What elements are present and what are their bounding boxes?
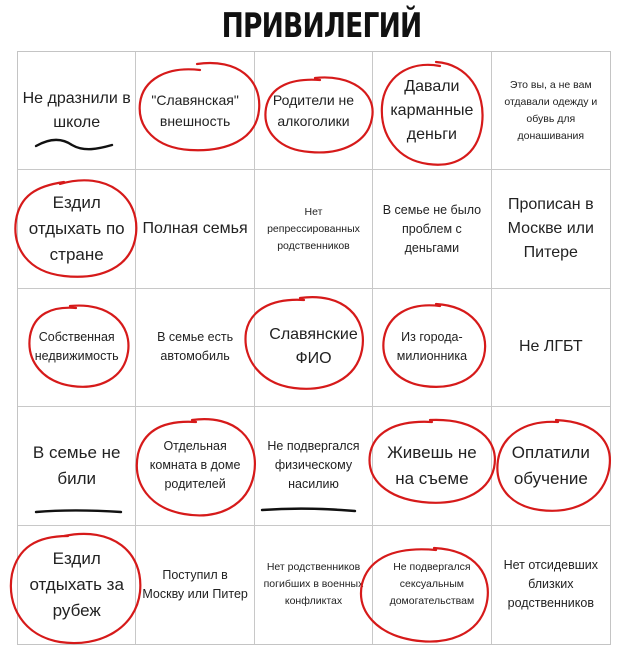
cell-label: Полная семья: [142, 220, 248, 238]
bingo-cell[interactable]: [255, 407, 373, 525]
cell-label: Собственная недвижимость: [34, 330, 119, 364]
cell-label: Отдельная комната в доме родителей: [149, 439, 241, 492]
bingo-cell[interactable]: [18, 407, 136, 525]
bingo-cell[interactable]: [18, 170, 136, 288]
cell-label: Это вы, а не вам отдавали одежду и обувь для донашивания: [504, 78, 598, 142]
cell-label: Нет репрессированных родственников: [267, 205, 360, 252]
cell-label: "Славянская" внешность: [151, 91, 239, 129]
cell-label: Не ЛГБТ: [518, 338, 583, 356]
cell-label: Из города-милионника: [396, 330, 468, 364]
bingo-cell[interactable]: [373, 407, 491, 525]
bingo-cell[interactable]: [18, 526, 136, 644]
bingo-cell[interactable]: [373, 289, 491, 407]
cell-label: Славянские ФИО: [269, 326, 358, 368]
cell-label: Прописан в Москве или Питере: [507, 196, 594, 262]
bingo-cell[interactable]: [492, 407, 610, 525]
bingo-cell[interactable]: [255, 289, 373, 407]
cell-label: Нет отсидевших близких родственников: [503, 558, 598, 611]
cell-label: Ездил отдыхать за рубеж: [29, 548, 124, 620]
bingo-cell[interactable]: [492, 170, 610, 288]
cell-label: Не подвергался физическому насилию: [267, 439, 360, 492]
bingo-cell[interactable]: [492, 52, 610, 170]
cell-label: Ездил отдыхать по стране: [28, 193, 125, 265]
cell-label: Поступил в Москву или Питер: [142, 567, 248, 601]
bingo-cell[interactable]: [136, 289, 254, 407]
bingo-cell[interactable]: [492, 289, 610, 407]
cell-label: Родители не алкоголики: [272, 91, 355, 129]
cell-label: Не подвергался сексуальным домогательствам: [389, 561, 475, 608]
cell-label: В семье не было проблем с деньгами: [382, 202, 482, 255]
cell-label: Оплатили обучение: [511, 442, 590, 488]
cell-label: В семье есть автомобиль: [157, 330, 234, 364]
cell-label: Живешь не на съеме: [387, 442, 477, 488]
bingo-cell[interactable]: [255, 526, 373, 644]
cell-label: Давали карманные деньги: [390, 77, 474, 143]
bingo-cell[interactable]: [373, 52, 491, 170]
bingo-cell[interactable]: [136, 407, 254, 525]
bingo-board: [17, 51, 611, 645]
cell-label: Нет родственников погибших в военных конфликтах: [263, 561, 364, 608]
bingo-cell[interactable]: [136, 526, 254, 644]
bingo-cell[interactable]: [492, 526, 610, 644]
bingo-cell[interactable]: [136, 170, 254, 288]
bingo-cell[interactable]: [373, 170, 491, 288]
page-title: ПРИВИЛЕГИЙ: [221, 6, 422, 46]
cell-label: В семье не били: [32, 442, 121, 488]
cell-label: Не дразнили в школе: [22, 89, 131, 131]
bingo-cell[interactable]: [18, 289, 136, 407]
bingo-cell[interactable]: [136, 52, 254, 170]
bingo-cell[interactable]: [18, 52, 136, 170]
bingo-cell[interactable]: [255, 52, 373, 170]
bingo-cell[interactable]: [255, 170, 373, 288]
bingo-cell[interactable]: [373, 526, 491, 644]
